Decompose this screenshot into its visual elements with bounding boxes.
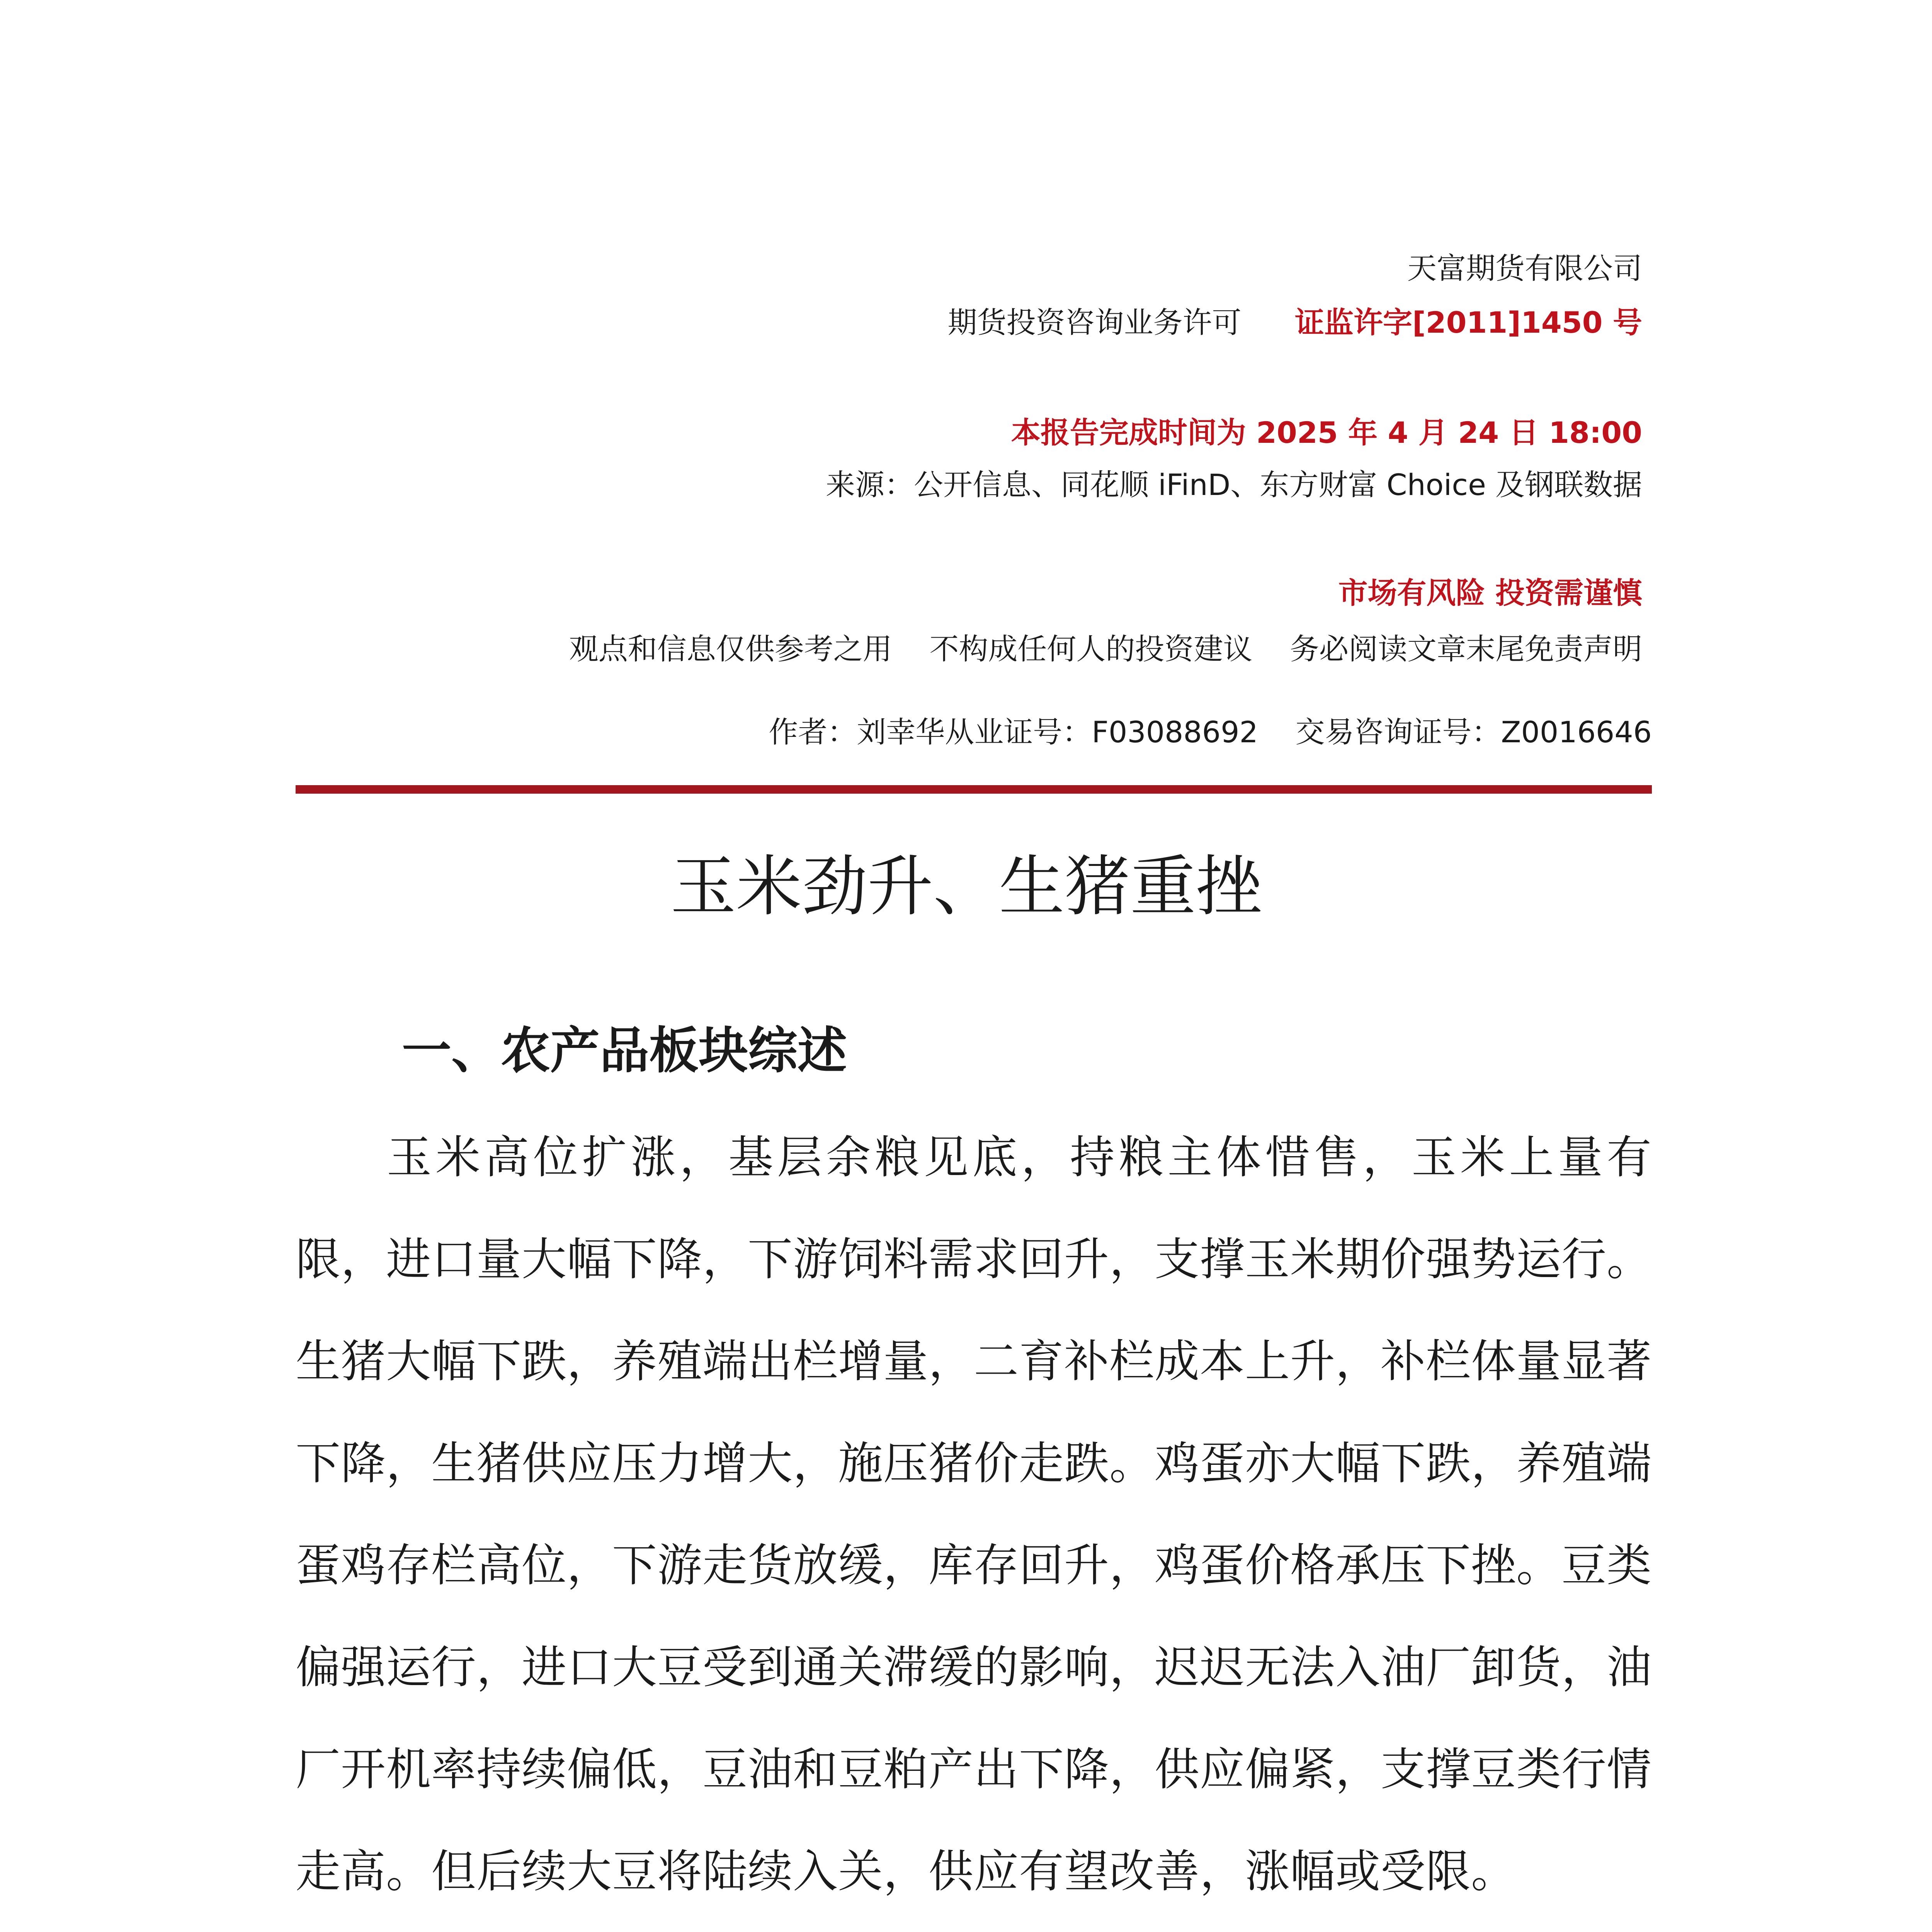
company-name: 天富期货有限公司: [1407, 251, 1642, 286]
license-line: [948, 301, 1642, 344]
document-title: 玉米劲升、生猪重挫: [670, 849, 1262, 925]
report-time: 本报告完成时间为 2025 年 4 月 24 日 18:00: [1011, 415, 1642, 450]
author-line: 作者：刘幸华从业证号：F03088692 交易咨询证号：Z0016646: [769, 715, 1652, 749]
disclaimer: 观点和信息仅供参考之用 不构成任何人的投资建议 务必阅读文章末尾免责声明: [569, 632, 1642, 666]
license-label: 期货投资咨询业务许可: [947, 305, 1242, 340]
risk-warning: 市场有风险 投资需谨慎: [1338, 576, 1642, 610]
data-source: 来源：公开信息、同花顺 iFinD、东方财富 Choice 及钢联数据: [826, 468, 1642, 502]
section-1-heading: 一、农产品板块综述: [402, 1022, 847, 1080]
license-number: 证监许字[2011]1450 号: [1295, 305, 1642, 340]
section-1-body: 玉米高位扩涨，基层余粮见底，持粮主体惜售，玉米上量有限，进口量大幅下降，下游饲料需求回升，支撑玉米期价强势运行。生猪大幅下跌，养殖端出栏增量，二育补栏成本上升，补栏体量显著下降，生猪供应压力增大，施压猪价走跌。鸡蛋亦大幅下跌，养殖端蛋鸡存栏高位，下游走货放缓，库存回升，鸡蛋价格承压下挫。豆类偏强运行，进口大豆受到通关滞缓的影响，迟迟无法入油厂卸货，油厂开机率持续偏低，豆油和豆粕产出下降，供应偏紧，支撑豆类行情走高。但后续大豆将陆续入关，供应有望改善，涨幅或受限。: [296, 1131, 1652, 1898]
header-divider: [296, 785, 1652, 794]
